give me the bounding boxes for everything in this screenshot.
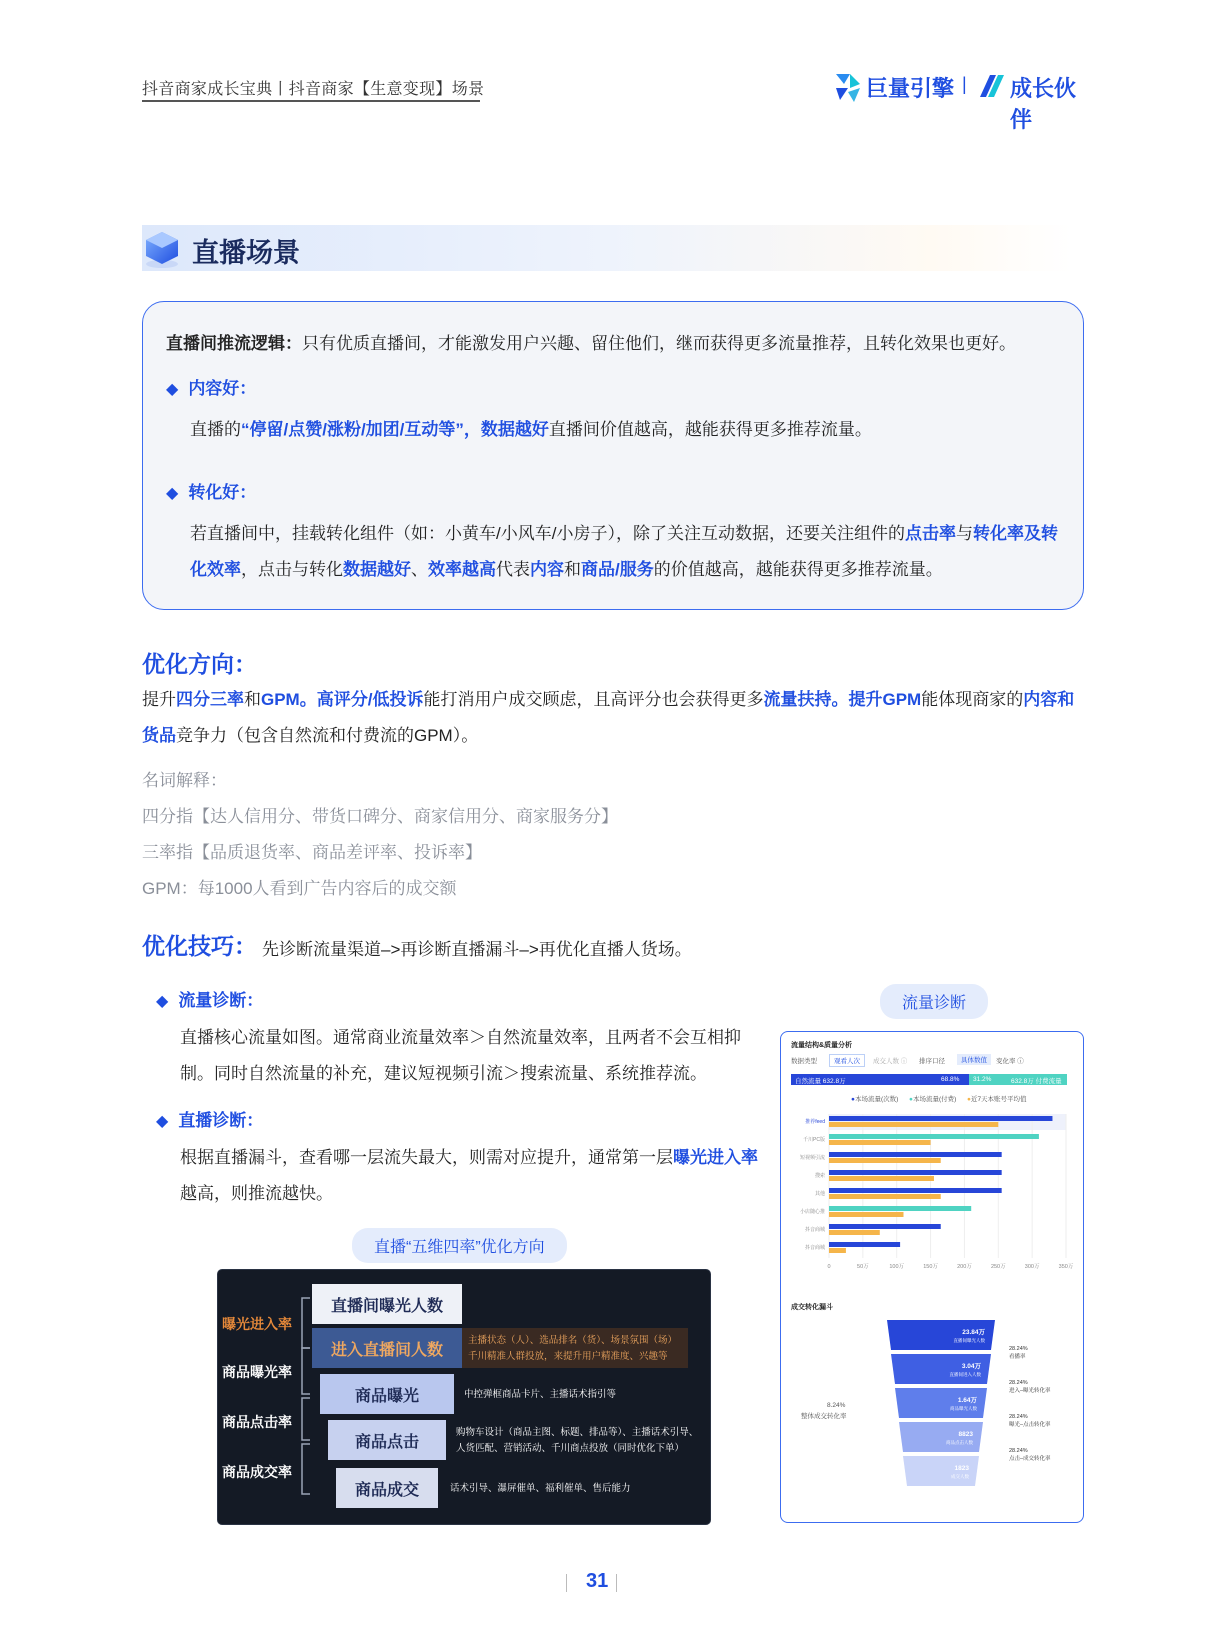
funnel-label: 成交人数 [951,1474,969,1479]
good-conversion-text [190,516,1070,588]
highlight-span: 数据越好 [343,560,411,579]
funnel-rate-label: 看播率 [1009,1354,1026,1360]
logo-left-text: 巨量引擎 [866,76,955,101]
tips-text: 先诊断流量渠道–>再诊断直播漏斗–>再优化直播人货场。 [262,940,692,959]
rate-label: 商品曝光率 [222,1364,292,1380]
bar-mark [829,1134,1039,1139]
good-conversion-label: 转化好： [188,483,257,502]
logic-intro-text: 只有优质直播间，才能激发用户兴趣、留住他们，继而获得更多流量推荐，且转化效果也更好。 [302,334,1016,353]
glossary-item: 三率指【品质退货率、商品差评率、投诉率】 [142,843,482,862]
text-span: 的价值越高，越能获得更多推荐流量。 [653,560,943,579]
glossary-title: 名词解释： [142,771,227,790]
category-label: 抖音商城 [804,1227,825,1233]
funnel-value: 23.84万 [962,1329,985,1336]
good-content-label: 内容好： [188,379,257,398]
five-dim-pill: 直播“五维四率”优化方向 [352,1228,567,1263]
header-title: 抖音商家成长宝典丨抖音商家【生意变现】场景 [142,81,485,98]
x-tick-label: 50万 [857,1264,869,1270]
logo-feather-icon [976,71,1006,101]
bar-mark [829,1116,1052,1121]
legend-text: 本场流量(付费) [912,1096,957,1103]
highlight-span: 曝光进入率 [673,1148,758,1167]
bar-mark [829,1152,1002,1157]
bar-mark [829,1248,846,1253]
x-tick-label: 150万 [923,1264,938,1270]
x-tick-label: 350万 [1058,1264,1074,1270]
flow-bar-chart [781,1106,1081,1286]
funnel-note: 人货匹配、营销活动、千川商点投放（同时优化下单） [456,1443,685,1454]
flow-screenshot-card [780,1031,1084,1523]
logic-intro [166,326,1076,362]
flow-diagnosis-heading [156,986,263,1011]
five-dim-diagram [218,1270,710,1524]
funnel-label: 直播间曝光人数 [953,1338,985,1343]
funnel-note: 话术引导、瀑屏催单、福利催单、售后能力 [450,1483,631,1494]
highlight-span: 流量扶持。 [763,690,849,709]
legend-item [851,1094,898,1103]
funnel-label: 直播间进入人数 [949,1372,981,1377]
text-span: 若直播间中，挂载转化组件（如：小黄车/小风车/小房子），除了关注互动数据，还要关注组件的 [190,524,905,543]
category-label: 抖音商城 [804,1245,825,1251]
category-label: 推荐feed [805,1119,825,1125]
brand-logo [830,66,1090,132]
x-tick-label: 0 [827,1264,831,1270]
logo-separator: | [962,74,967,94]
logic-intro-label: 直播间推流逻辑： [166,334,302,353]
section-title: 直播场景 [192,238,300,268]
text-span: 根据直播漏斗，查看哪一层流失最大，则需对应提升，通常第一层 [180,1148,673,1167]
highlight-span: 内容和货品 [142,690,1075,745]
page-number-right-bar [616,1574,617,1592]
optimize-title: 优化方向： [142,651,257,677]
funnel-rate-label: 进入–曝光转化率 [1009,1388,1051,1394]
legend-item [967,1094,1027,1103]
bar-label: 31.2% [973,1076,992,1083]
bar-mark [829,1188,1002,1193]
bar-mark [829,1140,931,1145]
text-span: 和 [564,560,581,579]
bar-mark [829,1212,903,1217]
funnel-label: 商品点击人数 [946,1440,973,1445]
x-tick-label: 200万 [957,1264,972,1270]
funnel-note: 购物车设计（商品主图、标题、排品等）、主播话术引导、 [456,1427,699,1438]
funnel-layer: 直播间曝光人数 [312,1284,462,1324]
category-label: 短视频引流 [799,1155,825,1161]
text-span: 能打消用户成交顾虑，且高评分也会获得更多 [423,690,764,709]
funnel-title: 成交转化漏斗 [791,1304,833,1311]
x-tick-label: 250万 [990,1264,1006,1270]
card-tab: 观看人次 [829,1054,865,1067]
diamond-bullet-icon: ◆ [166,381,179,398]
header-underline [142,100,480,102]
legend-dot-icon: ● [851,1096,855,1103]
funnel-rate-label: 点击–成交转化率 [1009,1456,1051,1462]
text-span: 代表 [496,560,530,579]
highlight-span: 点击率 [904,524,956,543]
rate-label: 商品点击率 [222,1414,292,1430]
text-span: 直播间价值越高，越能获得更多推荐流量。 [548,420,872,439]
flow-diagnosis-pill: 流量诊断 [880,984,988,1019]
funnel-note: 千川精准人群投放，来提升用户精准度、兴趣等 [468,1351,668,1362]
legend-dot-icon: ● [967,1096,971,1103]
highlight-span: 内容 [530,560,564,579]
text-span: ，点击与转化 [241,560,343,579]
bar-mark [829,1230,880,1235]
highlight-span: GPM。 [261,690,317,709]
x-tick-label: 300万 [1024,1264,1040,1270]
bar-mark [829,1170,1002,1175]
funnel-rate: 28.24% [1009,1346,1028,1352]
funnel-value: 8823 [958,1431,973,1438]
highlight-span: 转化率及转化效率 [190,524,1058,579]
overall-rate-caption: 整体成交转化率 [801,1413,847,1420]
legend-item [909,1094,956,1103]
category-label: 搜索 [814,1173,825,1179]
card-tab: 排序口径 [919,1058,945,1065]
card-title: 流量结构&质量分析 [791,1042,853,1049]
funnel-layer: 进入直播间人数 [312,1328,462,1368]
funnel-note: 主播状态（人）、选品排名（货）、场景氛围（场） [468,1335,678,1346]
text-span: 提升 [142,690,176,709]
funnel-rate: 28.24% [1009,1448,1028,1454]
funnel-rate: 28.24% [1009,1380,1028,1386]
text-span: 、 [411,560,428,579]
overall-rate: 8.24% [827,1402,846,1409]
highlight-span: “停留/点赞/涨粉/加团/互动等”， [241,420,481,439]
bar-label: 自然流量 632.8万 [795,1078,846,1085]
page-number-left-bar [566,1574,567,1592]
text-span: 直播的 [190,420,241,439]
text-span: 竞争力（包含自然流和付费流的GPM）。 [176,726,479,745]
page-number: 31 [586,1570,609,1592]
live-diagnosis-heading [156,1106,263,1131]
text-span: 与 [955,524,973,543]
bar-mark [829,1206,971,1211]
funnel-value: 3.04万 [961,1363,981,1370]
card-tab: 数据类型 [791,1058,817,1065]
legend-text: 本场流量(次数) [854,1096,899,1103]
good-content-text [190,412,1070,448]
category-label: 其他 [814,1191,825,1197]
funnel-layer: 商品成交 [336,1468,438,1508]
bar-label: 68.8% [941,1076,960,1083]
rate-label: 商品成交率 [222,1464,292,1480]
bar-mark [829,1158,941,1163]
glossary-item: GPM：每1000人看到广告内容后的成交额 [142,879,457,898]
highlight-span: 数据越好 [480,420,549,439]
tips-title: 优化技巧： [142,933,257,959]
highlight-span: 效率越高 [428,560,496,579]
x-tick-label: 100万 [889,1264,905,1270]
text-span: 越高，则推流越快。 [180,1184,333,1203]
legend-dot-icon: ● [909,1096,913,1103]
bar-mark [829,1242,900,1247]
flow-diagnosis-label: 流量诊断： [178,991,264,1010]
highlight-span: 高评分/低投诉 [316,690,424,709]
live-diagnosis-label: 直播诊断： [178,1111,264,1130]
funnel-layer: 商品曝光 [320,1374,454,1414]
rate-label: 曝光进入率 [222,1316,292,1332]
cube-icon [140,226,184,270]
text-span: 和 [244,690,261,709]
category-label: 千川PC版 [803,1137,825,1143]
live-diagnosis-text [180,1140,760,1212]
bar-mark [829,1122,998,1127]
funnel-value: 1.64万 [957,1397,977,1404]
bar-mark [829,1224,941,1229]
glossary-item: 四分指【达人信用分、带货口碑分、商家信用分、商家服务分】 [142,807,618,826]
highlight-span: 提升GPM [848,690,922,709]
bar-mark [829,1176,934,1181]
good-content-heading [166,374,256,399]
card-tab: 变化率 ⓘ [996,1058,1024,1065]
highlight-span: 四分三率 [176,690,244,709]
funnel-layer: 商品点击 [328,1420,446,1460]
legend-text: 近7天本账号平均值 [970,1096,1027,1103]
optimize-text [142,682,1087,754]
text-span: 能体现商家的 [921,690,1024,709]
highlight-span: 商品/服务 [581,560,654,579]
funnel-label: 商品曝光人数 [950,1406,977,1411]
funnel-rate-label: 曝光–点击转化率 [1009,1422,1051,1428]
diamond-bullet-icon: ◆ [166,485,179,502]
diamond-bullet-icon: ◆ [156,1113,169,1130]
good-conversion-heading [166,478,256,503]
bar-label: 632.8万 付费流量 [1011,1078,1062,1085]
funnel-rate: 28.24% [1009,1414,1028,1420]
card-tab: 具体数值 [957,1054,991,1065]
card-tab: 成交人数 ⓘ [873,1058,908,1065]
flow-diagnosis-text: 直播核心流量如图。通常商业流量效率＞自然流量效率，且两者不会互相抑制。同时自然流量的补充，建议短视频引流＞搜索流量、系统推荐流。 [180,1028,741,1083]
diamond-bullet-icon: ◆ [156,993,169,1010]
category-label: 小店随心推 [799,1209,825,1215]
funnel-note: 中控弹框商品卡片、主播话术指引等 [464,1389,617,1400]
logo-right-text: 成长伙伴 [1010,76,1077,132]
funnel-value: 1823 [954,1465,969,1472]
bar-mark [829,1194,941,1199]
